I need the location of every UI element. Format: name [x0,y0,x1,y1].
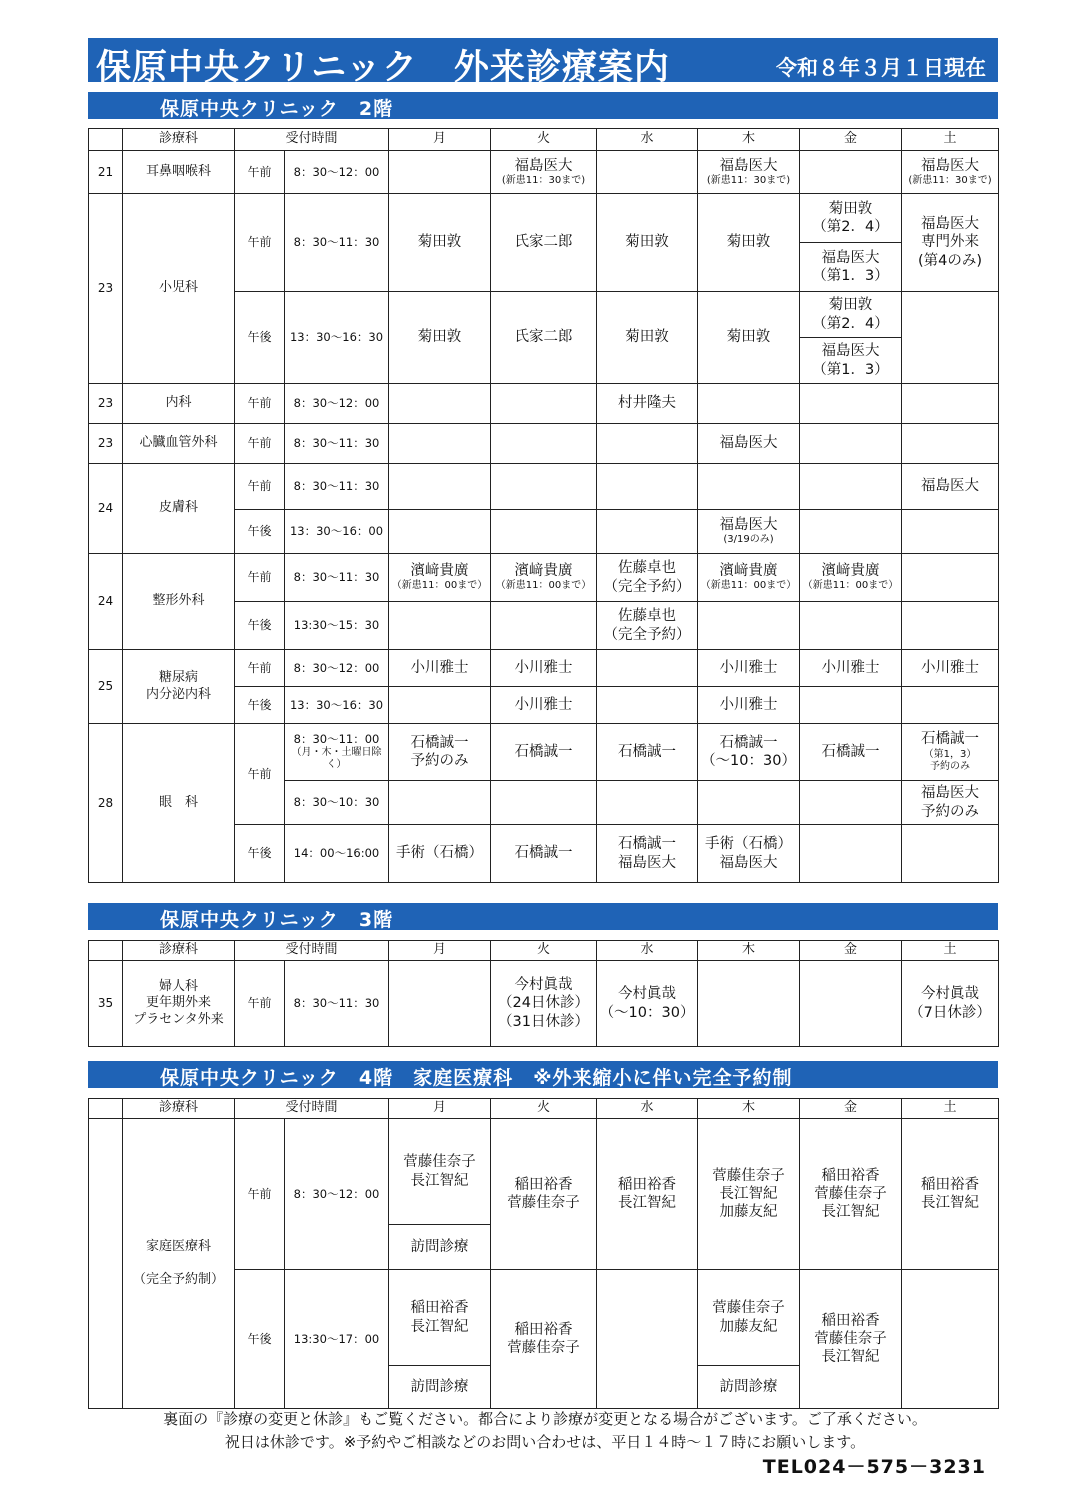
cell-tue: 氏家二郎 [491,194,597,292]
cell-fri [800,1119,902,1270]
room-number: 23 [89,384,123,424]
header-mon: 月 [389,941,491,961]
table-row-eye-am-1 [89,724,999,781]
cell-mon [389,602,491,650]
time-range: 13：30～16：30 [285,687,389,724]
cell-thu [698,825,800,883]
time-range [285,724,389,781]
room-number: 21 [89,151,123,194]
cell-thu: 訪問診療 [698,1366,800,1409]
cell-note: （31日休診） [498,1013,589,1030]
dept-note: （完全予約制） [132,1271,224,1287]
cell-mon [389,554,491,602]
session-am: 午前 [235,961,285,1047]
time-range: 13:30～15：30 [285,602,389,650]
cell-note: (新患11：30まで) [501,174,586,186]
cell-thu [698,554,800,602]
cell-tue: 小川雅士 [491,687,597,724]
doctor-name: 稲田裕香 [921,1176,980,1193]
cell-note: （新患11：00まで） [802,580,899,592]
doctor-name: 加藤友紀 [719,1204,778,1221]
time-range: 8：30～10：30 [285,781,389,825]
header-fri: 金 [800,1099,902,1119]
cell-thu [698,724,800,781]
cell-sat [902,424,999,464]
header-room [89,129,123,151]
cell-fri [800,1270,902,1409]
doctor-name: 菅藤佳奈子 [712,1167,785,1184]
dept-name: 眼 科 [123,724,235,883]
doctor-name: 稲田裕香 [821,1312,880,1329]
dept-name [123,1119,235,1409]
cell-sat [902,825,999,883]
cell-fri [800,292,902,338]
cell-thu: 菊田敦 [698,194,800,292]
cell-wed: 村井隆夫 [597,384,698,424]
cell-thu [698,1270,800,1366]
cell-note: (新患11：30まで) [908,174,992,186]
table-row-gyn [89,961,999,1047]
cell-fri [800,510,902,554]
dept-name-line: 更年期外来 [145,995,211,1011]
cell-sat [902,510,999,554]
room-number: 24 [89,554,123,650]
cell-sat [902,781,999,825]
doctor-name: 今村眞哉 [921,986,980,1003]
table-row-internal [89,384,999,424]
header-dept: 診療科 [123,1099,235,1119]
dept-name [123,961,235,1047]
doctor-name: 長江智紀 [821,1349,880,1366]
doctor-name: 濱﨑貴廣 [514,563,573,580]
cell-tue [491,384,597,424]
cell-note: 専門外来 [921,234,980,251]
room-number [89,1119,123,1409]
header-room [89,1099,123,1119]
cell-thu [698,961,800,1047]
dept-name [123,650,235,724]
table-row-family-am [89,1119,999,1225]
cell-thu: 福島医大 [698,424,800,464]
doctor-name: 長江智紀 [821,1204,880,1221]
doctor-name: 菅藤佳奈子 [712,1300,785,1317]
cell-mon: 菊田敦 [389,194,491,292]
doctor-name: 稲田裕香 [514,1176,573,1193]
session-pm: 午後 [235,687,285,724]
doctor-name: 菅藤佳奈子 [507,1195,580,1211]
cell-tue [491,151,597,194]
session-pm: 午後 [235,510,285,554]
dept-name: 整形外科 [123,554,235,650]
table-header-row [89,129,999,151]
cell-mon [389,1270,491,1366]
time-range: 8：30～11：30 [285,961,389,1047]
session-am: 午前 [235,151,285,194]
table-header-row [89,1099,999,1119]
cell-note: (第4のみ) [917,252,983,269]
cell-note: （～10：30） [599,1004,695,1021]
dept-name: 皮膚科 [123,464,235,554]
session-pm: 午後 [235,602,285,650]
cell-fri [800,554,902,602]
doctor-name: 長江智紀 [410,1318,469,1335]
cell-note: （第1．3） [812,361,889,378]
cell-fri [800,338,902,384]
cell-note: (新患11：30まで) [706,174,791,186]
cell-mon [389,424,491,464]
cell-sat [902,194,999,292]
doctor-name: 石橋誠一 [410,734,469,751]
header-mon: 月 [389,1099,491,1119]
cell-thu [698,781,800,825]
header-mon: 月 [389,129,491,151]
cell-wed [597,510,698,554]
doctor-name: 菅藤佳奈子 [814,1185,887,1202]
doctor-name: 佐藤卓也 [618,608,677,625]
cell-wed [597,650,698,687]
cell-fri: 小川雅士 [800,650,902,687]
session-am: 午前 [235,464,285,510]
header-thu: 木 [698,129,800,151]
session-pm: 午後 [235,1270,285,1409]
session-am: 午前 [235,1119,285,1270]
cell-mon: 訪問診療 [389,1225,491,1270]
header-time: 受付時間 [235,941,389,961]
cell-note: （新患11：00まで） [495,580,592,592]
dept-name: 耳鼻咽喉科 [123,151,235,194]
time-range: 8：30～12：00 [285,1119,389,1270]
cell-sat [902,554,999,602]
cell-tue [491,510,597,554]
header-tue: 火 [491,129,597,151]
cell-tue: 石橋誠一 [491,724,597,781]
cell-note: （24日休診） [498,995,589,1012]
cell-tue [491,554,597,602]
room-number: 35 [89,961,123,1047]
doctor-name: 稲田裕香 [514,1321,573,1338]
schedule-table-floor-4 [88,1098,999,1409]
cell-note: （7日休診） [909,1004,991,1021]
header-thu: 木 [698,941,800,961]
doctor-name: 手術（石橋） [705,836,793,853]
header-sat: 土 [902,941,999,961]
header-wed: 水 [597,129,698,151]
cell-wed [597,602,698,650]
doctor-name: 佐藤卓也 [618,560,677,577]
session-am: 午前 [235,650,285,687]
table-row-derm-am [89,464,999,510]
cell-fri [800,687,902,724]
doctor-name: 菅藤佳奈子 [814,1330,887,1347]
doctor-name: 加藤友紀 [719,1318,778,1335]
cell-tue [491,1270,597,1409]
cell-note: （新患11：00まで） [700,580,797,592]
cell-wed [597,825,698,883]
cell-mon [389,724,491,781]
doctor-name: 福島医大 [921,785,980,802]
room-number: 23 [89,424,123,464]
doctor-name: 稲田裕香 [821,1167,880,1184]
cell-note: （第1，3） [923,748,977,760]
header-dept: 診療科 [123,941,235,961]
cell-mon [389,510,491,554]
page-title-banner [88,38,998,88]
cell-sat [902,687,999,724]
cell-wed [597,1119,698,1270]
cell-thu: 小川雅士 [698,650,800,687]
header-thu: 木 [698,1099,800,1119]
room-number: 24 [89,464,123,554]
doctor-name: 長江智紀 [921,1195,980,1211]
cell-tue [491,602,597,650]
dept-name-line: 内分泌内科 [145,686,211,702]
header-tue: 火 [491,1099,597,1119]
doctor-name: 菊田敦 [828,200,873,217]
cell-wed [597,781,698,825]
page-title: 保原中央クリニック 外来診療案内 [96,48,670,88]
cell-tue [491,424,597,464]
header-wed: 水 [597,1099,698,1119]
cell-fri [800,194,902,243]
session-am: 午前 [235,554,285,602]
header-wed: 水 [597,941,698,961]
cell-note: 予約のみ [921,803,980,820]
cell-sat [902,292,999,384]
cell-note: （新患11：00まで） [391,580,488,592]
cell-tue: 氏家二郎 [491,292,597,384]
doctor-name: 福島医大 [921,157,980,174]
cell-sat [902,1119,999,1270]
cell-mon [389,464,491,510]
section-floor-4: 保原中央クリニック 4階 家庭医療科 ※外来縮小に伴い完全予約制 [88,1061,998,1088]
doctor-name: 福島医大 [821,249,880,266]
table-header-row [89,941,999,961]
table-row-ent [89,151,999,194]
doctor-name: 濱﨑貴廣 [719,563,778,580]
doctor-name: 濱﨑貴廣 [410,563,469,580]
cell-mon: 手術（石橋） [389,825,491,883]
session-am: 午前 [235,384,285,424]
cell-mon [389,961,491,1047]
cell-wed [597,554,698,602]
time-range: 14：00～16:00 [285,825,389,883]
time-range: 8：30～12：00 [285,650,389,687]
doctor-name: 福島医大 [719,517,778,534]
doctor-name: 福島医大 [719,854,778,871]
time-range: 13：30～16：00 [285,510,389,554]
table-row-cardio [89,424,999,464]
cell-sat [902,1270,999,1409]
doctor-name: 長江智紀 [719,1185,778,1202]
session-am: 午前 [235,724,285,825]
cell-mon [389,384,491,424]
session-pm: 午後 [235,292,285,384]
cell-sat: 福島医大 [902,464,999,510]
doctor-name: 濱﨑貴廣 [821,563,880,580]
cell-fri [800,151,902,194]
table-row-diabetes-am [89,650,999,687]
cell-wed: 菊田敦 [597,194,698,292]
time-range: 8：30～11：30 [285,464,389,510]
cell-sat: 小川雅士 [902,650,999,687]
cell-wed: 菊田敦 [597,292,698,384]
header-time: 受付時間 [235,1099,389,1119]
header-room [89,941,123,961]
footer-note-1: 裏面の『診療の変更と休診』もご覧ください。都合により診療が変更となる場合がございます。ご了承ください。 [163,1410,927,1428]
cell-mon [389,151,491,194]
cell-wed [597,464,698,510]
dept-name: 小児科 [123,194,235,384]
session-am: 午前 [235,424,285,464]
cell-note: （第1．3） [812,268,889,284]
doctor-name: 福島医大 [821,343,880,360]
cell-fri [800,961,902,1047]
time-range: 13:30～17：00 [285,1270,389,1409]
cell-fri: 石橋誠一 [800,724,902,781]
table-row-peds-am-1 [89,194,999,243]
room-number: 23 [89,194,123,384]
doctor-name: 菊田敦 [828,297,873,314]
doctor-name: 福島医大 [921,216,980,233]
cell-note: (3/19のみ) [723,534,774,546]
cell-thu [698,384,800,424]
doctor-name: 稲田裕香 [618,1176,677,1193]
doctor-name: 福島医大 [719,157,778,174]
schedule-table-floor-2 [88,128,999,883]
doctor-name: 長江智紀 [618,1195,677,1211]
doctor-name: 石橋誠一 [719,734,778,751]
cell-fri [800,602,902,650]
cell-note: （第2．4） [812,219,889,235]
time-range: 8：30～12：00 [285,151,389,194]
header-sat: 土 [902,129,999,151]
session-am: 午前 [235,194,285,292]
dept-name: 心臓血管外科 [123,424,235,464]
time-range: 8：30～11：30 [285,194,389,292]
cell-note: （完全予約） [603,626,691,643]
cell-wed [597,687,698,724]
cell-wed [597,151,698,194]
cell-wed: 石橋誠一 [597,724,698,781]
cell-wed [597,961,698,1047]
cell-tue: 石橋誠一 [491,825,597,883]
dept-name-line: 婦人科 [158,979,198,995]
section-floor-2: 保原中央クリニック 2階 [88,92,998,119]
cell-sat [902,151,999,194]
dept-name: 内科 [123,384,235,424]
table-row-ortho-am [89,554,999,602]
cell-thu [698,510,800,554]
telephone-number: TEL024－575－3231 [762,1456,986,1478]
doctor-name: 長江智紀 [410,1172,469,1189]
cell-wed [597,424,698,464]
cell-thu [698,464,800,510]
header-fri: 金 [800,941,902,961]
dept-name-line: 糖尿病 [158,670,198,686]
cell-tue [491,781,597,825]
cell-mon [389,1119,491,1225]
cell-fri [800,424,902,464]
section-floor-3: 保原中央クリニック 3階 [88,903,998,930]
cell-note: 予約のみ [410,753,469,769]
cell-tue [491,464,597,510]
doctor-name: 福島医大 [514,157,573,174]
time-range: 13：30～16：30 [285,292,389,384]
cell-wed [597,1270,698,1409]
cell-thu [698,151,800,194]
cell-thu: 菊田敦 [698,292,800,384]
time-range: 8：30～11：30 [285,424,389,464]
cell-thu: 小川雅士 [698,687,800,724]
cell-mon [389,781,491,825]
doctor-name: 菅藤佳奈子 [403,1154,476,1171]
cell-tue [491,1119,597,1270]
doctor-name: 今村眞哉 [514,977,573,994]
cell-sat [902,961,999,1047]
cell-fri [800,243,902,292]
header-sat: 土 [902,1099,999,1119]
doctor-name: 稲田裕香 [410,1300,469,1317]
cell-tue [491,961,597,1047]
as-of-date: 令和８年３月１日現在 [776,56,986,80]
cell-sat [902,724,999,781]
cell-fri [800,825,902,883]
header-fri: 金 [800,129,902,151]
doctor-name: 菅藤佳奈子 [507,1340,580,1356]
cell-sat [902,602,999,650]
header-time: 受付時間 [235,129,389,151]
dept-name-line: 家庭医療科 [145,1239,211,1255]
time-range-text: 8：30～11：00 [293,732,380,747]
cell-thu [698,1119,800,1270]
footer-note-2: 祝日は休診です。※予約やご相談などのお問い合わせは、平日１４時～１７時にお願いします。 [224,1433,866,1451]
room-number: 28 [89,724,123,883]
cell-note: （～10：30） [701,753,796,769]
cell-mon [389,687,491,724]
cell-thu [698,602,800,650]
cell-mon: 菊田敦 [389,292,491,384]
schedule-table-floor-3 [88,940,999,1047]
cell-note: （第2．4） [812,315,889,332]
header-dept: 診療科 [123,129,235,151]
cell-tue: 小川雅士 [491,650,597,687]
doctor-name: 福島医大 [618,854,677,871]
doctor-name: 石橋誠一 [618,836,677,853]
cell-sat [902,384,999,424]
room-number: 25 [89,650,123,724]
cell-fri [800,781,902,825]
time-range: 8：30～12：00 [285,384,389,424]
cell-mon: 小川雅士 [389,650,491,687]
cell-fri [800,384,902,424]
cell-note: 予約のみ [930,761,971,773]
doctor-name: 石橋誠一 [921,731,980,748]
session-pm: 午後 [235,825,285,883]
doctor-name: 今村眞哉 [618,986,677,1003]
dept-name-line: プラセンタ外来 [133,1011,224,1027]
cell-fri [800,464,902,510]
time-range: 8：30～11：30 [285,554,389,602]
cell-note: （完全予約） [603,578,691,595]
time-note: （月・木・土曜日除く） [291,746,382,771]
cell-mon: 訪問診療 [389,1366,491,1409]
header-tue: 火 [491,941,597,961]
